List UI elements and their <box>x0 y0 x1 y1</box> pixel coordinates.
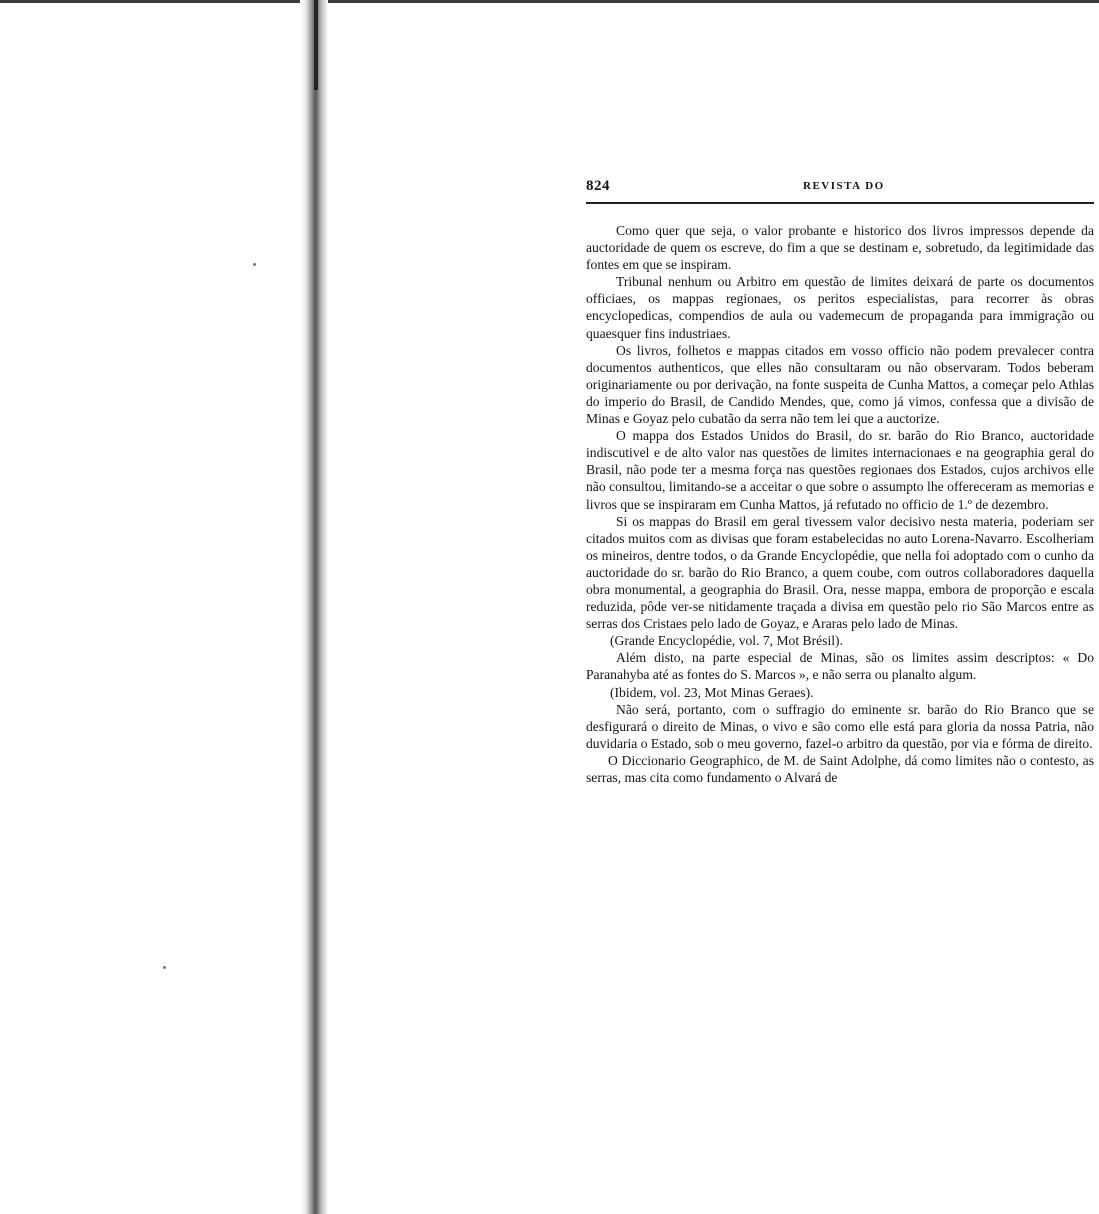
paragraph: Não será, portanto, com o suffragio do eminente sr. barão do Rio Branco que se desfigurará o direito de Minas, o vivo e são como elle está para gloria da nossa Patria, não duvidaria o Estado, sob o meu governo, fazel-o arbitro da questão, por via e fórma de direito. <box>586 701 1094 751</box>
paragraph: Como quer que seja, o valor probante e historico dos livros impressos depende da auctoridade de quem os escreve, do fim a que se destinam e, sobretudo, da legitimidade das fontes em que se inspiram. <box>586 223 1094 273</box>
citation: (Grande Encyclopédie, vol. 7, Mot Brésil). <box>610 633 843 649</box>
paragraph: O Diccionario Geographico, de M. de Saint Adolphe, dá como limites não o contesto, as serras, mas cita como fundamento o Alvará de <box>586 752 1094 785</box>
page-number: 824 <box>586 178 610 194</box>
paragraph: Tribunal nenhum ou Arbitro em questão de limites deixará de parte os documentos officiaes, os mappas regionaes, os peritos especialistas, para recorrer às obras encyclopedicas, compendios de aula ou vademecum de propaganda para immigração ou quaesquer fins industriaes. <box>586 274 1094 341</box>
body-text <box>586 222 1094 786</box>
binding-mark <box>314 0 318 90</box>
paragraph: O mappa dos Estados Unidos do Brasil, do sr. barão do Rio Branco, auctoridade indiscutivel e de alto valor nas questões de limites internacionaes e na geographia geral do Brasil, não pode ter a mesma força nas questões regionaes dos Estados, cujos archivos elle não consultou, limitando-se a acceitar o que sobre o assumpto lhe offereceram as memorias e livros que se inspiraram em Cunha Mattos, já refutado no officio de 1.º de dezembro. <box>586 428 1094 512</box>
document-page <box>586 178 1094 786</box>
paragraph: Além disto, na parte especial de Minas, são os limites assim descriptos: « Do Paranahyba até as fontes do S. Marcos », e não serra ou planalto algum. <box>586 650 1094 683</box>
scan-top-edge <box>0 0 1099 3</box>
paragraph: Os livros, folhetos e mappas citados em vosso officio não podem prevalecer contra documentos authenticos, que elles não consultaram ou não observaram. Todos beberam originariamente ou por derivação, na fonte suspeita de Cunha Mattos, a começar pelo Athlas do imperio do Brasil, de Candido Mendes, que, como já vimos, confessa que a divisão de Minas e Goyaz pelo cubatão da serra não tem lei que a auctorize. <box>586 342 1094 427</box>
paragraph: Si os mappas do Brasil em geral tivessem valor decisivo nesta materia, poderiam ser citados muitos com as divisas que foram estabelecidas no auto Lorena-Navarro. Escolheriam os mineiros, dentre todos, o da Grande Encyclopédie, que nella foi adoptado com o cunho da auctoridade do sr. barão do Rio Branco, a quem coube, com outros collaboradores daquella obra monumental, a geographia do Brasil. Ora, nesse mappa, embora de proporção e escala reduzida, pôde ver-se nitidamente traçada a divisa em questão pelo rio São Marcos entre as serras dos Cristaes pelo lado de Goyaz, e Araras pelo lado de Minas. <box>586 513 1094 632</box>
header-rule <box>586 202 1094 204</box>
scan-speck <box>163 966 166 969</box>
citation: (Ibidem, vol. 23, Mot Minas Geraes). <box>610 684 814 700</box>
scan-speck <box>253 263 256 266</box>
page-header <box>586 178 1094 200</box>
book-gutter-shadow <box>300 0 328 1214</box>
running-head: REVISTA DO <box>803 180 885 192</box>
